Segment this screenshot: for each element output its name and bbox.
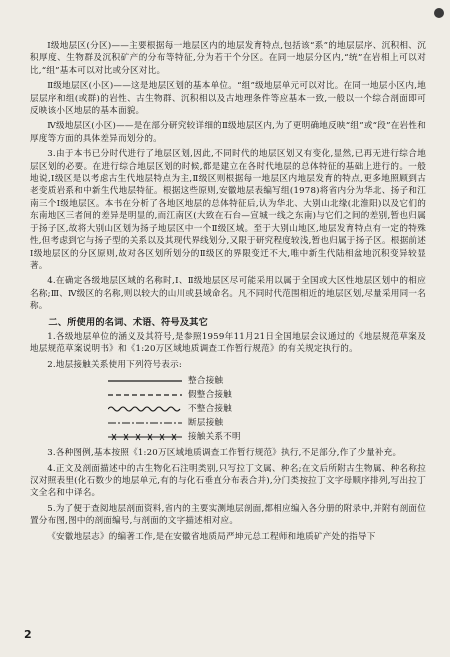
document-body [30,40,426,543]
legend-label: 接触关系不明 [188,431,241,442]
legend-row-fault [108,416,426,430]
legend-row-unconformable [108,402,426,416]
paragraph-point-4: 4.在确定各级地层区域的名称时,Ⅰ、Ⅱ级地层区尽可能采用以属于全国或大区性地层区划中的相应名称;Ⅲ、Ⅳ级区的名称,则以较大的山川或县域命名。凡不同时代范围相近的地层区划,尽量采用同一名称。 [30,276,426,312]
paragraph-item-4: 4.正文及剖面描述中的古生物化石注明类别,只写拉丁文属、种名;在文后所附古生物属、种名称拉汉对照表里(化石数少的地层单元,有的与化石垂直分布表合并),分门类按拉丁文字母顺序排列,写出拉丁文全名和中译名。 [30,463,426,499]
paragraph-closing: 《安徽地层志》的编著工作,是在安徽省地质局严坤元总工程师和地质矿产处的指导下 [47,531,376,542]
paragraph-level2-region: Ⅰ级地层区(分区)——主要根据每一地层区内的地层发育特点,包括该“系”的地层层序、沉积相、沉积厚度、生物群及沉积矿产的分布等特征,分为若干个分区。在同一地层分区内,“统”在岩相上可以对比,“组”基本可以对比或分区对比。 [30,41,426,76]
paragraph-item-5: 5.为了便于查阅地层剖面资料,省内的主要实测地层剖面,都相应编入各分册的附录中,并附有剖面位置分布图,图中的剖面编号,与剖面的文字描述相对应。 [30,503,426,527]
wavy-line-symbol [108,404,182,414]
paragraph-point-3: 3.由于本书已分时代进行了地层区划,因此,不同时代的地层区划又有变化,显然,已再无进行综合地层区划的必要。在进行综合地层区划的时候,都是建立在各时代地层的总体特征的基础上进行的。一般地说,Ⅰ级区是以考虑古生代地层特点为主,Ⅱ级区则根据每一地层区内地层发育的特点,更多地照顾到古老变质岩系和中新生代地层特征。根据这些原则,安徽地层表编写组(1978)将省内分为华北、扬子和江南三个Ⅰ级地层区。本书在分析了各地区地层的总体特征后,认为华北、大别山北缘(北淮阳)以及它们的东南地区三者间的差异是明显的,而江南区(大致在石台—宣城一线之东南)与它们之间的差别,暂也归属于扬子区,故将大别山区划为扬子地层区中一个Ⅱ级区域。至于大别山地区,地层发育特点有一定的特殊性,但考虑到它与扬子型的关系以及其现代界线划分,又限于研究程度较浅,暂也归属于扬子区。根据前述Ⅰ级地层区的分区原则,故对各区划所划分的Ⅱ级区的界限变迁不大,唯中新生代陆相盆地沉积变异较显著。 [30,149,426,271]
legend-label: 假整合接触 [188,389,232,400]
section-heading: 二、所使用的名词、术语、符号及其它 [48,316,208,328]
dashed-line-symbol [108,390,182,400]
cross-line-symbol [108,432,182,442]
paragraph-level3-region: Ⅱ级地层区(小区)——这是地层区划的基本单位。“组”级地层单元可以对比。在同一地层小区内,地层层序和组(或群)的岩性、古生物群、沉积相以及古地理条件等应基本一致,一般以一个综合剖面即可反映该小区地层的基本面貌。 [30,81,426,117]
paragraph-level4-region: Ⅳ级地层区(小区)——是在部分研究较详细的Ⅱ级地层区内,为了更明确地反映“组”或“段”在岩性和厚度等方面的具体差异而划分的。 [30,121,426,144]
contact-symbol-legend [108,374,426,444]
legend-label: 断层接触 [188,417,224,428]
legend-label: 不整合接触 [188,403,232,414]
page-number: 2 [24,628,32,641]
solid-line-symbol [108,376,182,386]
paragraph-item-3: 3.各种图例,基本按照《1:20万区域地质调查工作暂行规范》执行,不足部分,作了少量补充。 [47,448,402,459]
legend-row-disconformable [108,388,426,402]
paragraph-item-1: 1.各级地层单位的涵义及其符号,是参照1959年11月21日全国地层会议通过的《地层规范草案及地层规范草案说明书》和《1:20万区域地质调查工作暂行规范》的有关规定执行的。 [30,331,426,355]
binding-hole-mark [434,8,444,18]
legend-row-unknown [108,430,426,444]
fault-line-symbol [108,418,182,428]
paragraph-item-2: 2.地层接触关系使用下列符号表示: [47,359,182,370]
legend-row-conformable [108,374,426,388]
legend-label: 整合接触 [188,375,224,386]
